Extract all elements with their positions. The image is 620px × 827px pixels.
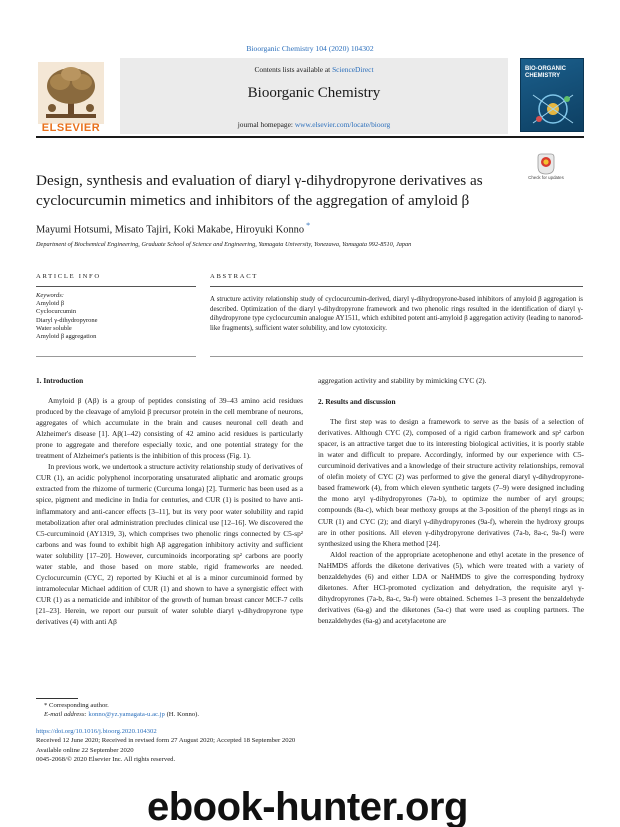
abstract-text: A structure activity relationship study of cyclocurcumin-derived, diaryl γ-dihydropyrone-based inhibitors of amyloid β aggregation is described. Optimization of the diaryl γ-dihydropyrone framework and two phenolic rings resulted in the identification of diaryl γ-dihydropyrone type cyclocurcumin analogue AY1511, which exhibited potent anti-amyloid β aggregation activity (leading to nanorod-like fragments), sufficient water solubility, and low cytotoxicity. xyxy=(210,296,583,333)
results-paragraph: Aldol reaction of the appropriate acetophenone and ethyl acetate in the presence of NaHMDS affords the diketone derivatives (5), which were treated with a variety of benzaldehydes (6) and either LDA or NaHMDS to give the corresponding hydroxy diketones. After HCl-promoted cyclization and dehydration, the requisite aryl γ-dihydropyrones (7a-b, 8a-c, 9a-f) were obtained. Schemes 1–3 present the benzaldehyde derivatives (6a-g) and the diketones (5a-c) that were used as coupling partners. The benzaldehydes (6a-g) and acetylacetone are xyxy=(318,549,584,625)
keyword-item: Diaryl γ-dihydropyrone xyxy=(36,316,98,324)
doi-link[interactable]: https://doi.org/10.1016/j.bioorg.2020.104302 xyxy=(36,728,157,735)
masthead-band xyxy=(120,58,508,134)
email-link[interactable]: konno@yz.yamagata-u.ac.jp xyxy=(88,711,165,719)
journal-reference[interactable]: Bioorganic Chemistry 104 (2020) 104302 xyxy=(246,44,374,53)
publication-info xyxy=(36,727,584,765)
keyword-item: Amyloid β aggregation xyxy=(36,333,97,341)
masthead-rule xyxy=(36,136,584,138)
contents-prefix: Contents lists available at xyxy=(254,65,333,74)
keywords-block xyxy=(36,292,196,341)
keyword-item: Water soluble xyxy=(36,324,72,332)
corresponding-author-mark[interactable]: * xyxy=(306,221,311,230)
check-for-updates-badge[interactable] xyxy=(523,153,569,187)
journal-title: Bioorganic Chemistry xyxy=(247,85,381,101)
article-info-bottom-rule xyxy=(36,356,196,357)
watermark-text: ebook-hunter.org xyxy=(147,785,468,827)
sciencedirect-link[interactable]: ScienceDirect xyxy=(332,65,374,74)
article-title: Design, synthesis and evaluation of diaryl γ-dihydropyrone derivatives as cyclocurcumin mimetics and inhibitors of the aggregation of amyloid β xyxy=(36,172,483,209)
footnote xyxy=(44,701,199,720)
online-line: Available online 22 September 2020 xyxy=(36,746,134,754)
introduction-paragraph: Amyloid β (Aβ) is a group of peptides consisting of 39–43 amino acid residues produced by the cleavage of amyloid β precursor protein in the cell membrane of neurons, aggregates of which accumulate in the brain and causes neuronal cell death and Alzheimer's disease [1]. Aβ(1–42) consisting of 42 amino acid residues is particularly prone to aggregate and therefore especially toxic, and one potential strategy for the treatment of Alzheimer's patients is the inhibition of this process (Fig. 1). xyxy=(36,396,303,461)
history-line: Received 12 June 2020; Received in revised form 27 August 2020; Accepted 18 September 2020 xyxy=(36,737,296,745)
keywords-label: Keywords: xyxy=(36,292,64,299)
abstract-bottom-rule xyxy=(210,356,583,357)
footnote-rule xyxy=(36,698,78,699)
article-info-heading: ARTICLE INFO xyxy=(36,273,101,280)
abstract-rule xyxy=(210,286,583,287)
introduction-paragraph: In previous work, we undertook a structure activity relationship study of derivatives of CUR (1), an acidic polyphenol incorporating unsaturated aliphatic and aromatic groups extracted from the rhizome of turmeric (Curcuma longa) [2]. Turmeric has been used as a spice, pigment and medicine in India for centuries, and CUR (1) is posited to have anti-inflammatory and anti-cancer effects [3–11], but its very poor water solubility and rapid metabolization after oral administration precludes clinical use [12–16]. We discovered the C5-curcuminoid (AY1319, 3), which comprises two phenolic rings connected by C5-sp² carbons and was found to exhibit high Aβ aggregation inhibitory activity and sufficient water solubility [17–20]. However, curcuminoids incorporating sp² carbons are poorly water stable, and those based on more stable, rigid frameworks are needed. Cyclocurcumin (CYC, 2) reported by Kiuchi et al is a minor curcuminoid formed by intramolecular Michael addition of CUR (1) and shown to have a synergistic effect with CUR (1) as a nematicide and inhibitor of the growth of human breast cancer MCF-7 cells [21–23]. Herein, we report our pursuit of water soluble diaryl γ-dihydropyrone type derivatives (4) with anti Aβ xyxy=(36,462,303,626)
cover-title: BIO-ORGANIC CHEMISTRY xyxy=(525,66,566,79)
results-heading: 2. Results and discussion xyxy=(318,397,396,407)
email-suffix: (H. Konno). xyxy=(164,711,200,719)
cover-molecule-graphic xyxy=(529,89,577,129)
homepage-line xyxy=(120,120,508,129)
authors-text: Mayumi Hotsumi, Misato Tajiri, Koki Makabe, Hiroyuki Konno xyxy=(36,224,305,236)
continued-paragraph: aggregation activity and stability by mimicking CYC (2). xyxy=(318,376,487,385)
article-info-rule xyxy=(36,286,196,287)
email-label: E-mail address: xyxy=(44,711,89,719)
homepage-prefix: journal homepage: xyxy=(237,120,295,129)
journal-cover-image xyxy=(520,58,584,132)
journal-masthead xyxy=(36,58,584,134)
contents-line xyxy=(120,65,508,74)
left-column xyxy=(36,375,303,627)
check-updates-icon xyxy=(536,153,556,175)
keyword-item: Amyloid β xyxy=(36,300,65,308)
copyright-line: 0045-2068/© 2020 Elsevier Inc. All rights reserved. xyxy=(36,756,176,764)
right-column xyxy=(318,375,584,626)
corresponding-author-note: * Corresponding author. xyxy=(44,702,109,709)
introduction-heading: 1. Introduction xyxy=(36,376,84,385)
author-list xyxy=(36,221,310,235)
author-affiliation: Department of Biochemical Engineering, Graduate School of Science and Engineering, Yamagata University, Yonezawa, Yamagata 992-8510, Japan xyxy=(36,241,412,248)
check-updates-label: Check for updates xyxy=(528,175,564,180)
publisher-logo-text: ELSEVIER xyxy=(41,122,101,134)
abstract-heading: ABSTRACT xyxy=(210,273,259,280)
results-paragraph: The first step was to design a framework to serve as the basis of a selection of derivatives. Although CYC (2), composed of a rigid carbon framework and sp² carbon spacer, is an attractive target due to its interesting biological activities, it is poorly stable in water and difficult to prepare. Accordingly, informed by our experience with C5-curcuminoid derivatives and a knowledge of their structure activity relationships, removal of olefin moiety of CYC (2) was performed to give the general diaryl γ-dihydropyrone-based framework (4), from which eleven synthetic targets (7–9) were designed including the mono aryl γ-dihydropyrones (7a-b), to optimize the number of aryl groups; compounds (8a-c), which bear methoxy groups at the 3-position of the phenyl rings as in CUR (1) and CYC (2); and diaryl γ-dihydropyrones (9a-f), wherein the hydroxy groups are in other positions. All eleven γ-dihydropyrone derivatives (7a-b, 8a-c, 9a-f) were synthesized using the Khera method [24]. xyxy=(318,417,584,548)
keyword-item: Cyclocurcumin xyxy=(36,308,77,316)
homepage-link[interactable]: www.elsevier.com/locate/bioorg xyxy=(294,120,391,129)
